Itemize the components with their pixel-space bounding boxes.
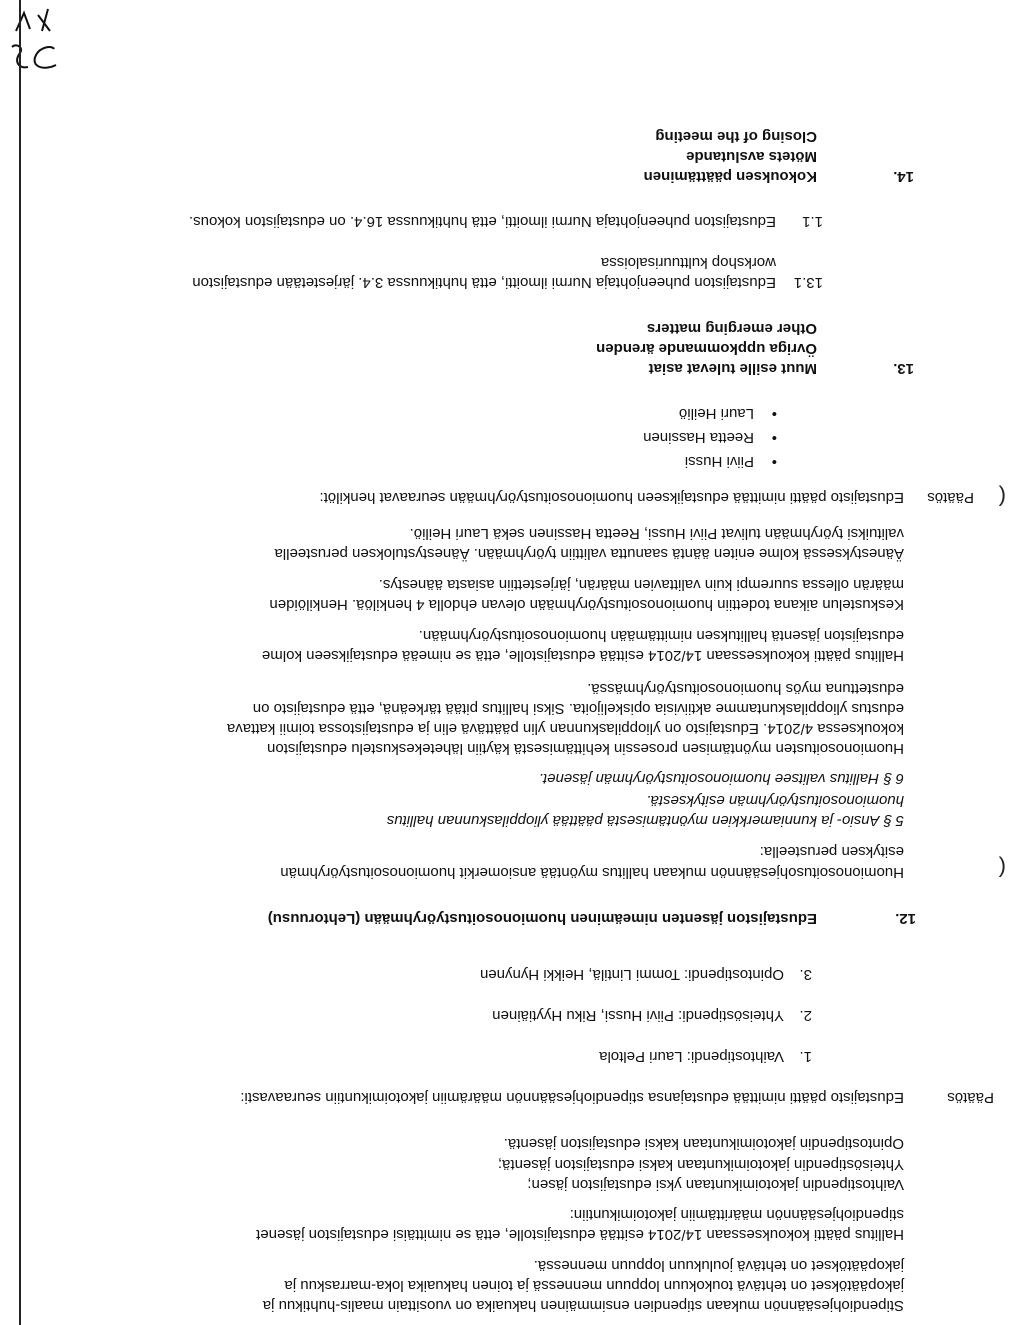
text-line: Stipendiohjesäännön mukaan stipendien ensimmäinen hakuaika on vuosittain maalis-huhtikuu ja [262,1297,904,1314]
section-title: Edustajiston jäsenten nimeäminen huomionosoitustyöryhmään (Lehtoruusu) [267,910,817,927]
text-line: Huomionosoitusten myöntämisen prosessin kehittämisestä käytiin lähetekeskustelu edustajiston [267,740,904,757]
text-line: kokouksessa 4/2014. Edustajisto on ylioppilaskunnan ylin päättävä elin ja edustajistossa toimii kattava [226,720,904,737]
list-number: 3. [799,966,812,983]
subsection-number: 13.1 [793,274,823,291]
list-item: Vaihtostipendi: Lauri Peltola [599,1048,784,1065]
handwritten-mark: ( [998,485,1006,510]
list-item: Yhteisöstipendi: Piivi Hussi, Riku Hyytiäinen [492,1007,784,1024]
list-item: Reetta Hassinen [643,429,754,446]
text-line: Yhteisöstipendin jakotoimikuntaan kaksi edustajiston jäsentä; [497,1156,904,1173]
text-line: Huomionosoitusohjesäännön mukaan hallitus myöntää ansiomerkit huomionosoitustyöryhmän [280,864,904,881]
text-line: edustettuna myös huomionosoitustyöryhmässä. [587,680,904,697]
text-line: määrän ollessa suurempi kuin valittavien määrän, järjestettiin asiasta äänestys. [378,576,904,593]
section-title: Mötets avslutande [686,148,817,165]
text-line: stipendiohjesäännön määrittämiin jakotoimikuntiin: [569,1206,904,1223]
list-number: 1. [799,1048,812,1065]
text-line: Hallitus päätti kokouksessaan 14/2014 esittää edustajistolle, että se nimittäisi edustajiston jäsenet [256,1226,904,1243]
text-line: Äänestyksessä kolme eniten ääntä saanutta valittiin työryhmään. Äänestystuloksen perusteella [274,545,904,562]
section-title: Other emerging matters [646,320,817,337]
list-item: Lauri Heiliö [678,405,754,422]
bullet-icon: • [771,405,777,422]
quote-line: 5 § Ansio- ja kunniamerkkien myöntämisestä päättää ylioppilaskunnan hallitus [386,812,904,829]
text-line: workshop kulttuurisaloissa [600,254,776,271]
section-title: Kokouksen päättäminen [643,168,817,185]
text-line: edustus ylioppilaskuntamme aktiivisia opiskelijoita. Siksi hallitus pitää tärkeänä, että edustajisto on [252,700,904,717]
section-title: Closing of the meeting [655,128,817,145]
text-line: Opintostipendin jakotoimikuntaan kaksi edustajiston jäsentä. [503,1135,904,1152]
text-line: Keskustelun aikana todettiin huomionosoitustyöryhmään olevan ehdolla 4 henkilöä. Henkilöiden [269,596,904,613]
text-line: Edustajiston puheenjohtaja Nurmi ilmoitti, että huhtikuussa 16.4. on edustajiston kokous. [188,213,776,230]
subsection-number: 1.1 [802,213,823,230]
text-line: jakopäätökset on tehtävä joulukuun loppuun mennessä. [533,1257,904,1274]
section-title: Muut esille tulevat asiat [648,360,817,377]
text-line: esityksen perusteella: [759,843,904,860]
bullet-icon: • [771,453,777,470]
decision-text: Edustajisto päätti nimittää edustajikseen huomionosoitustyöryhmään seuraavat henkilöt: [319,489,904,506]
section-title: Övriga uppkommande ärenden [596,340,817,357]
list-number: 2. [799,1007,812,1024]
text-line: valituiksi työryhmään tulivat Piivi Hussi, Reetta Hassinen sekä Lauri Heiliö. [409,525,904,542]
decision-label: Päätös [927,489,974,506]
text-line: Vaihtostipendin jakotoimikuntaan yksi edustajiston jäsen; [527,1176,904,1193]
text-line: Hallitus päätti kokouksessaan 14/2014 esittää edustajistolle, että se nimeää edustajikseen kolme [261,647,904,664]
text-line: Edustajiston puheenjohtaja Nurmi ilmoitti, että huhtikuussa 3.4. järjestetään edustajiston [192,274,776,291]
decision-text: Edustajisto päätti nimittää edustajansa stipendiohjesäännön määrämiin jakotoimikuntiin seuraavasti: [240,1089,904,1106]
scan-margin-line [19,0,21,1325]
section-number: 14. [893,168,914,185]
section-number: 12. [895,910,916,927]
decision-label: Päätös [947,1089,994,1106]
text-line: jakopäätökset on tehtävä toukokuun loppuun mennessä ja toinen hakuaika loka-marraskuu ja [284,1277,904,1294]
list-item: Piivi Hussi [684,453,754,470]
bullet-icon: • [771,429,777,446]
quote-line: huomionosoitustyöryhmän esityksestä. [646,792,904,809]
handwritten-initials [4,0,64,75]
section-number: 13. [893,360,914,377]
text-line: edustajiston jäsentä hallituksen nimittämään huomionosoitustyöryhmään. [418,627,904,644]
quote-line: 6 § Hallitus valitsee huomionosoitustyöryhmän jäsenet. [538,770,904,787]
list-item: Opintostipendi: Tommi Lintilä, Heikki Hynynen [479,966,784,983]
handwritten-mark: ( [998,856,1006,881]
